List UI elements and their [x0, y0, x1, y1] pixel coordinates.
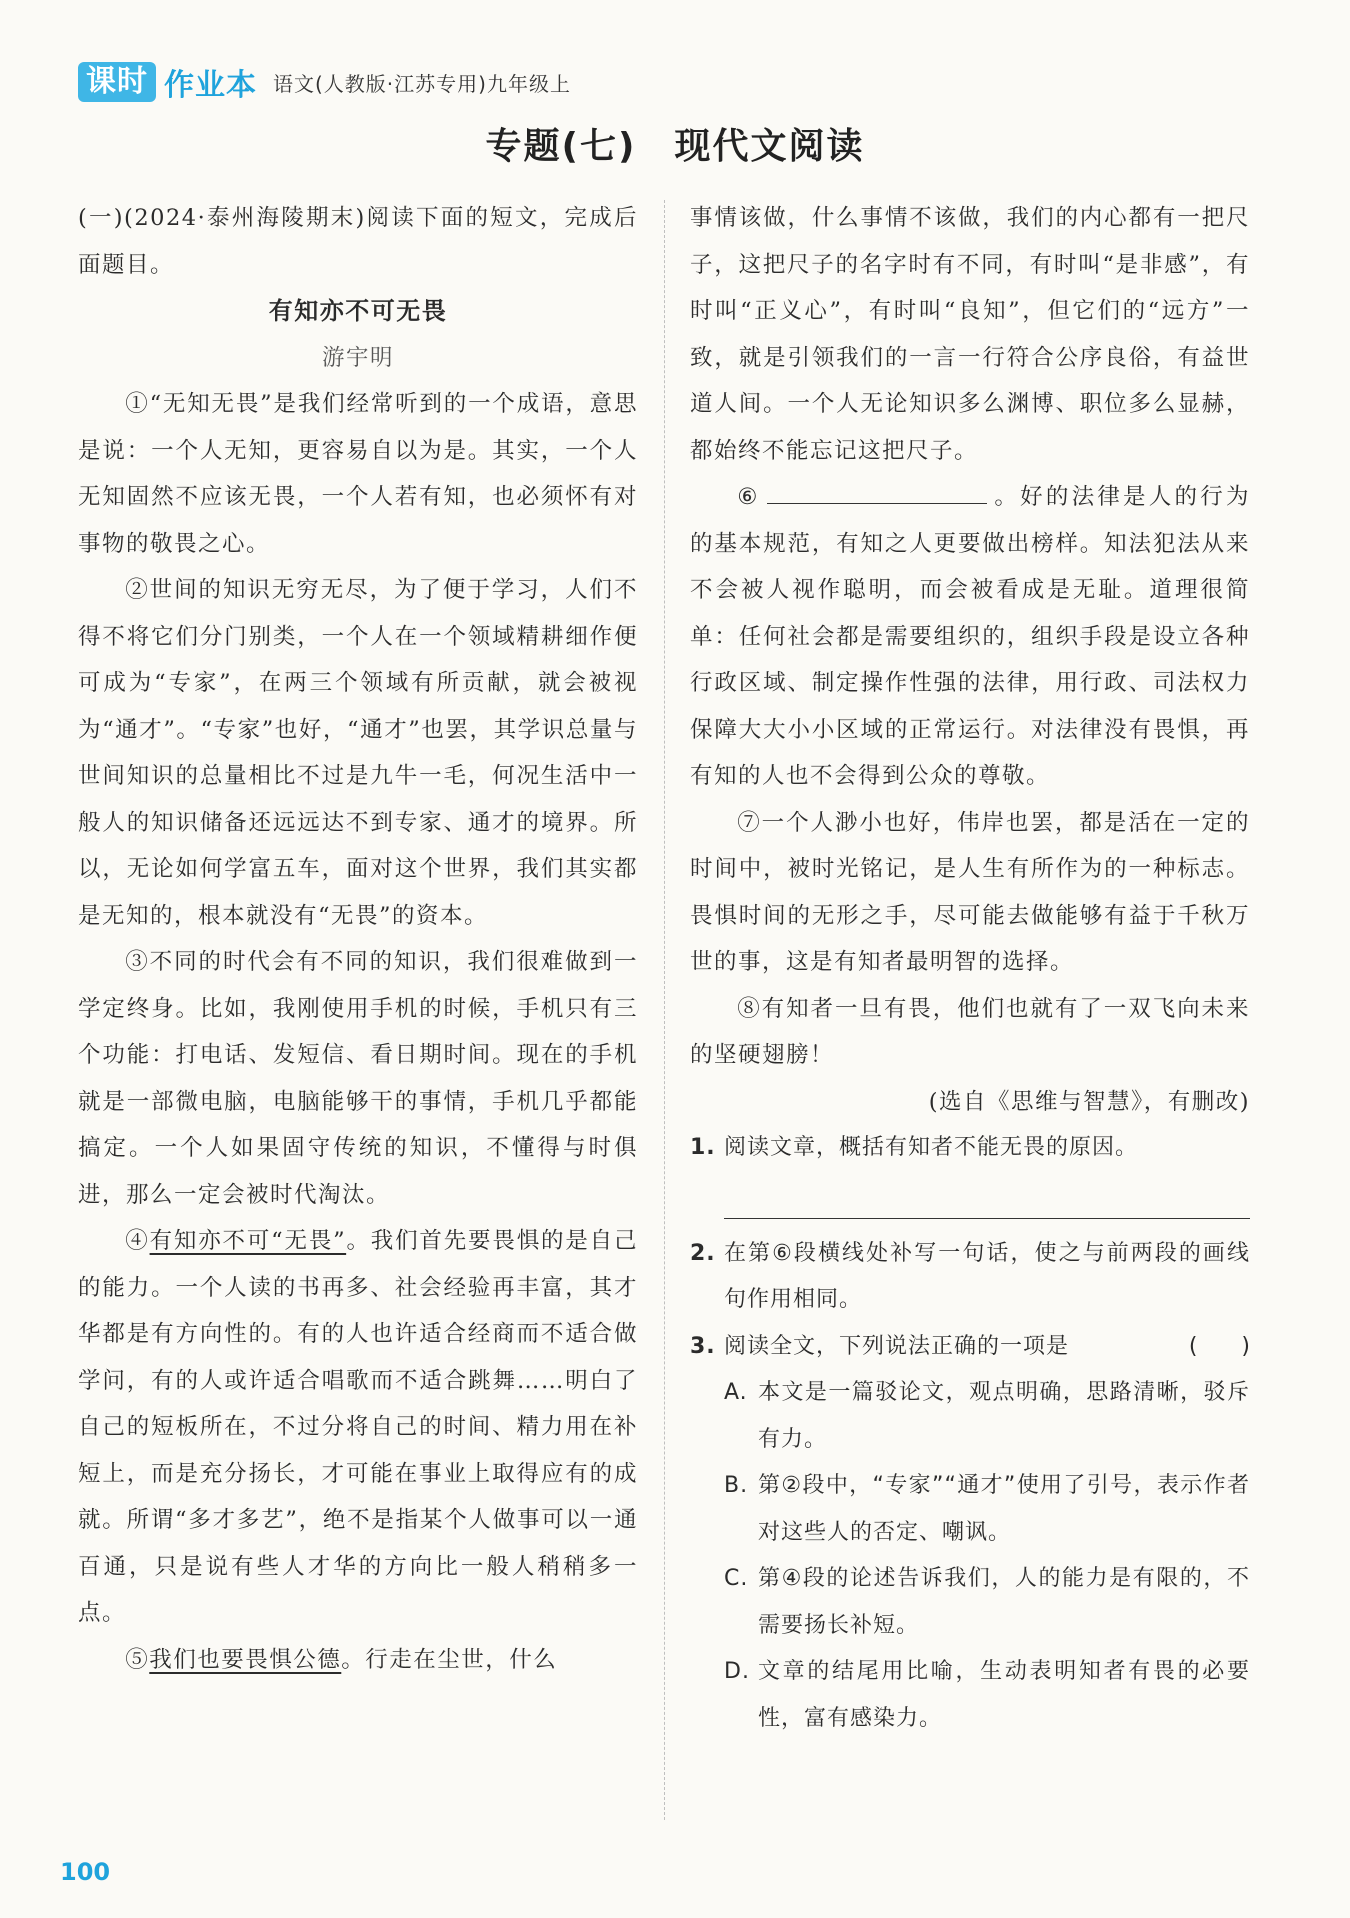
question-3 — [690, 1324, 1250, 1371]
paragraph-7: ⑦一个人渺小也好，伟岸也罢，都是活在一定的时间中，被时光铭记，是人生有所作为的一种标志。畏惧时间的无形之手，尽可能去做能够有益于千秋万世的事，这是有知者最明智的选择。 — [690, 809, 1250, 975]
paragraph-2: ②世间的知识无穷无尽，为了便于学习，人们不得不将它们分门别类，一个人在一个领域精耕细作便可成为“专家”，在两三个领域有所贡献，就会被视为“通才”。“专家”也好，“通才”也罢，其学识总量与世间知识的总量相比不过是九牛一毛，何况生活中一般人的知识储备还远远达不到专家、通才的境界。所以，无论如何学富五车，面对这个世界，我们其实都是无知的，根本就没有“无畏”的资本。 — [78, 577, 638, 929]
question-1-text: 阅读文章，概括有知者不能无畏的原因。 — [724, 1135, 1139, 1160]
question-1 — [690, 1125, 1250, 1172]
header-brand — [78, 60, 571, 104]
article-source: (选自《思维与智慧》，有删改) — [928, 1088, 1250, 1115]
paragraph-4 — [78, 1218, 638, 1637]
option-b-text: 第②段中，“专家”“通才”使用了引号，表示作者对这些人的否定、嘲讽。 — [758, 1473, 1250, 1545]
option-a-text: 本文是一篇驳论文，观点明确，思路清晰，驳斥有力。 — [758, 1380, 1250, 1452]
answer-parentheses[interactable]: ( ) — [1188, 1333, 1250, 1359]
paragraph-4-underlined-sentence: 有知亦不可“无畏” — [149, 1228, 347, 1254]
article-author: 游宇明 — [321, 344, 394, 371]
option-d-label: D. — [724, 1659, 750, 1684]
option-b — [724, 1463, 1250, 1556]
answer-line-1[interactable] — [724, 1184, 1250, 1219]
option-a-label: A. — [724, 1380, 748, 1405]
paragraph-1: ①“无知无畏”是我们经常听到的一个成语，意思是说：一个人无知，更容易自以为是。其实，一个人无知固然不应该无畏，一个人若有知，也必须怀有对事物的敬畏之心。 — [78, 391, 638, 557]
paragraph-5-underlined-sentence: 我们也要畏惧公德 — [149, 1646, 342, 1673]
paragraph-6 — [690, 474, 1250, 800]
question-3-number: 3. — [690, 1333, 716, 1359]
question-3-stem: 阅读全文，下列说法正确的一项是 — [724, 1333, 1070, 1359]
article-title: 有知亦不可无畏 — [268, 297, 448, 325]
option-c-label: C. — [724, 1566, 749, 1591]
paragraph-6-text: 。好的法律是人的行为的基本规范，有知之人更要做出榜样。知法犯法从来不会被人视作聪明，而会被看成是无耻。道理很简单：任何社会都是需要组织的，组织手段是设立各种行政区域、制定操作性强的法律，用行政、司法权力保障大大小小区域的正常运行。对法律没有畏惧，再有知的人也不会得到公众的尊敬。 — [690, 484, 1250, 789]
question-1-number: 1. — [690, 1135, 716, 1160]
option-a — [724, 1370, 1250, 1463]
option-d — [724, 1649, 1250, 1742]
paragraph-3: ③不同的时代会有不同的知识，我们很难做到一学定终身。比如，我刚使用手机的时候，手机只有三个功能：打电话、发短信、看日期时间。现在的手机就是一部微电脑，电脑能够干的事情，手机几乎都能搞定。一个人如果固守传统的知识，不懂得与时俱进，那么一定会被时代淘汰。 — [78, 949, 638, 1208]
left-column — [78, 195, 638, 1683]
option-d-text: 文章的结尾用比喻，生动表明知者有畏的必要性，富有感染力。 — [758, 1659, 1250, 1731]
paragraph-5-number: ⑤ — [125, 1646, 150, 1673]
option-c-text: 第④段的论述告诉我们，人的能力是有限的，不需要扬长补短。 — [758, 1566, 1250, 1638]
fill-in-blank-line[interactable] — [767, 475, 987, 504]
page-title: 专题(七) 现代文阅读 — [485, 126, 865, 167]
option-b-label: B. — [724, 1473, 749, 1498]
book-subtitle: 语文(人教版·江苏专用)九年级上 — [273, 71, 571, 96]
question-2-number: 2. — [690, 1240, 716, 1266]
question-2-text: 在第⑥段横线处补写一句话，使之与前两段的画线句作用相同。 — [724, 1240, 1250, 1312]
paragraph-5-continued: 事情该做，什么事情不该做，我们的内心都有一把尺子，这把尺子的名字时有不同，有时叫“是非感”，有时叫“正义心”，有时叫“良知”，但它们的“远方”一致，就是引领我们的一言一行符合公序良俗，有益世道人间。一个人无论知识多么渊博、职位多么显赫，都始终不能忘记这把尺子。 — [690, 205, 1250, 464]
option-c — [724, 1556, 1250, 1649]
paragraph-5-text-part1: 。行走在尘世，什么 — [341, 1646, 558, 1673]
right-column — [690, 195, 1250, 1742]
paragraph-8: ⑧有知者一旦有畏，他们也就有了一双飞向未来的坚硬翅膀！ — [690, 995, 1250, 1068]
brand-logo: 课时 — [78, 62, 156, 102]
paragraph-4-text: 。我们首先要畏惧的是自己的能力。一个人读的书再多、社会经验再丰富，其才华都是有方向性的。有的人也许适合经商而不适合做学问，有的人或许适合唱歌而不适合跳舞……明白了自己的短板所在，不过分将自己的时间、精力用在补短上，而是充分扬长，才可能在事业上取得应有的成就。所谓“多才多艺”，绝不是指某个人做事可以一通百通，只是说有些人才华的方向比一般人稍稍多一点。 — [78, 1228, 638, 1626]
question-2 — [690, 1231, 1250, 1324]
question-3-text — [724, 1324, 1250, 1371]
brand-name: 作业本 — [164, 68, 257, 103]
column-divider — [664, 200, 665, 1820]
section-intro: (一)(2024·泰州海陵期末)阅读下面的短文，完成后面题目。 — [78, 205, 638, 278]
paragraph-4-number: ④ — [125, 1228, 150, 1254]
paragraph-5-start — [78, 1637, 638, 1684]
paragraph-6-number: ⑥ — [737, 484, 761, 510]
page-number: 100 — [60, 1858, 111, 1886]
